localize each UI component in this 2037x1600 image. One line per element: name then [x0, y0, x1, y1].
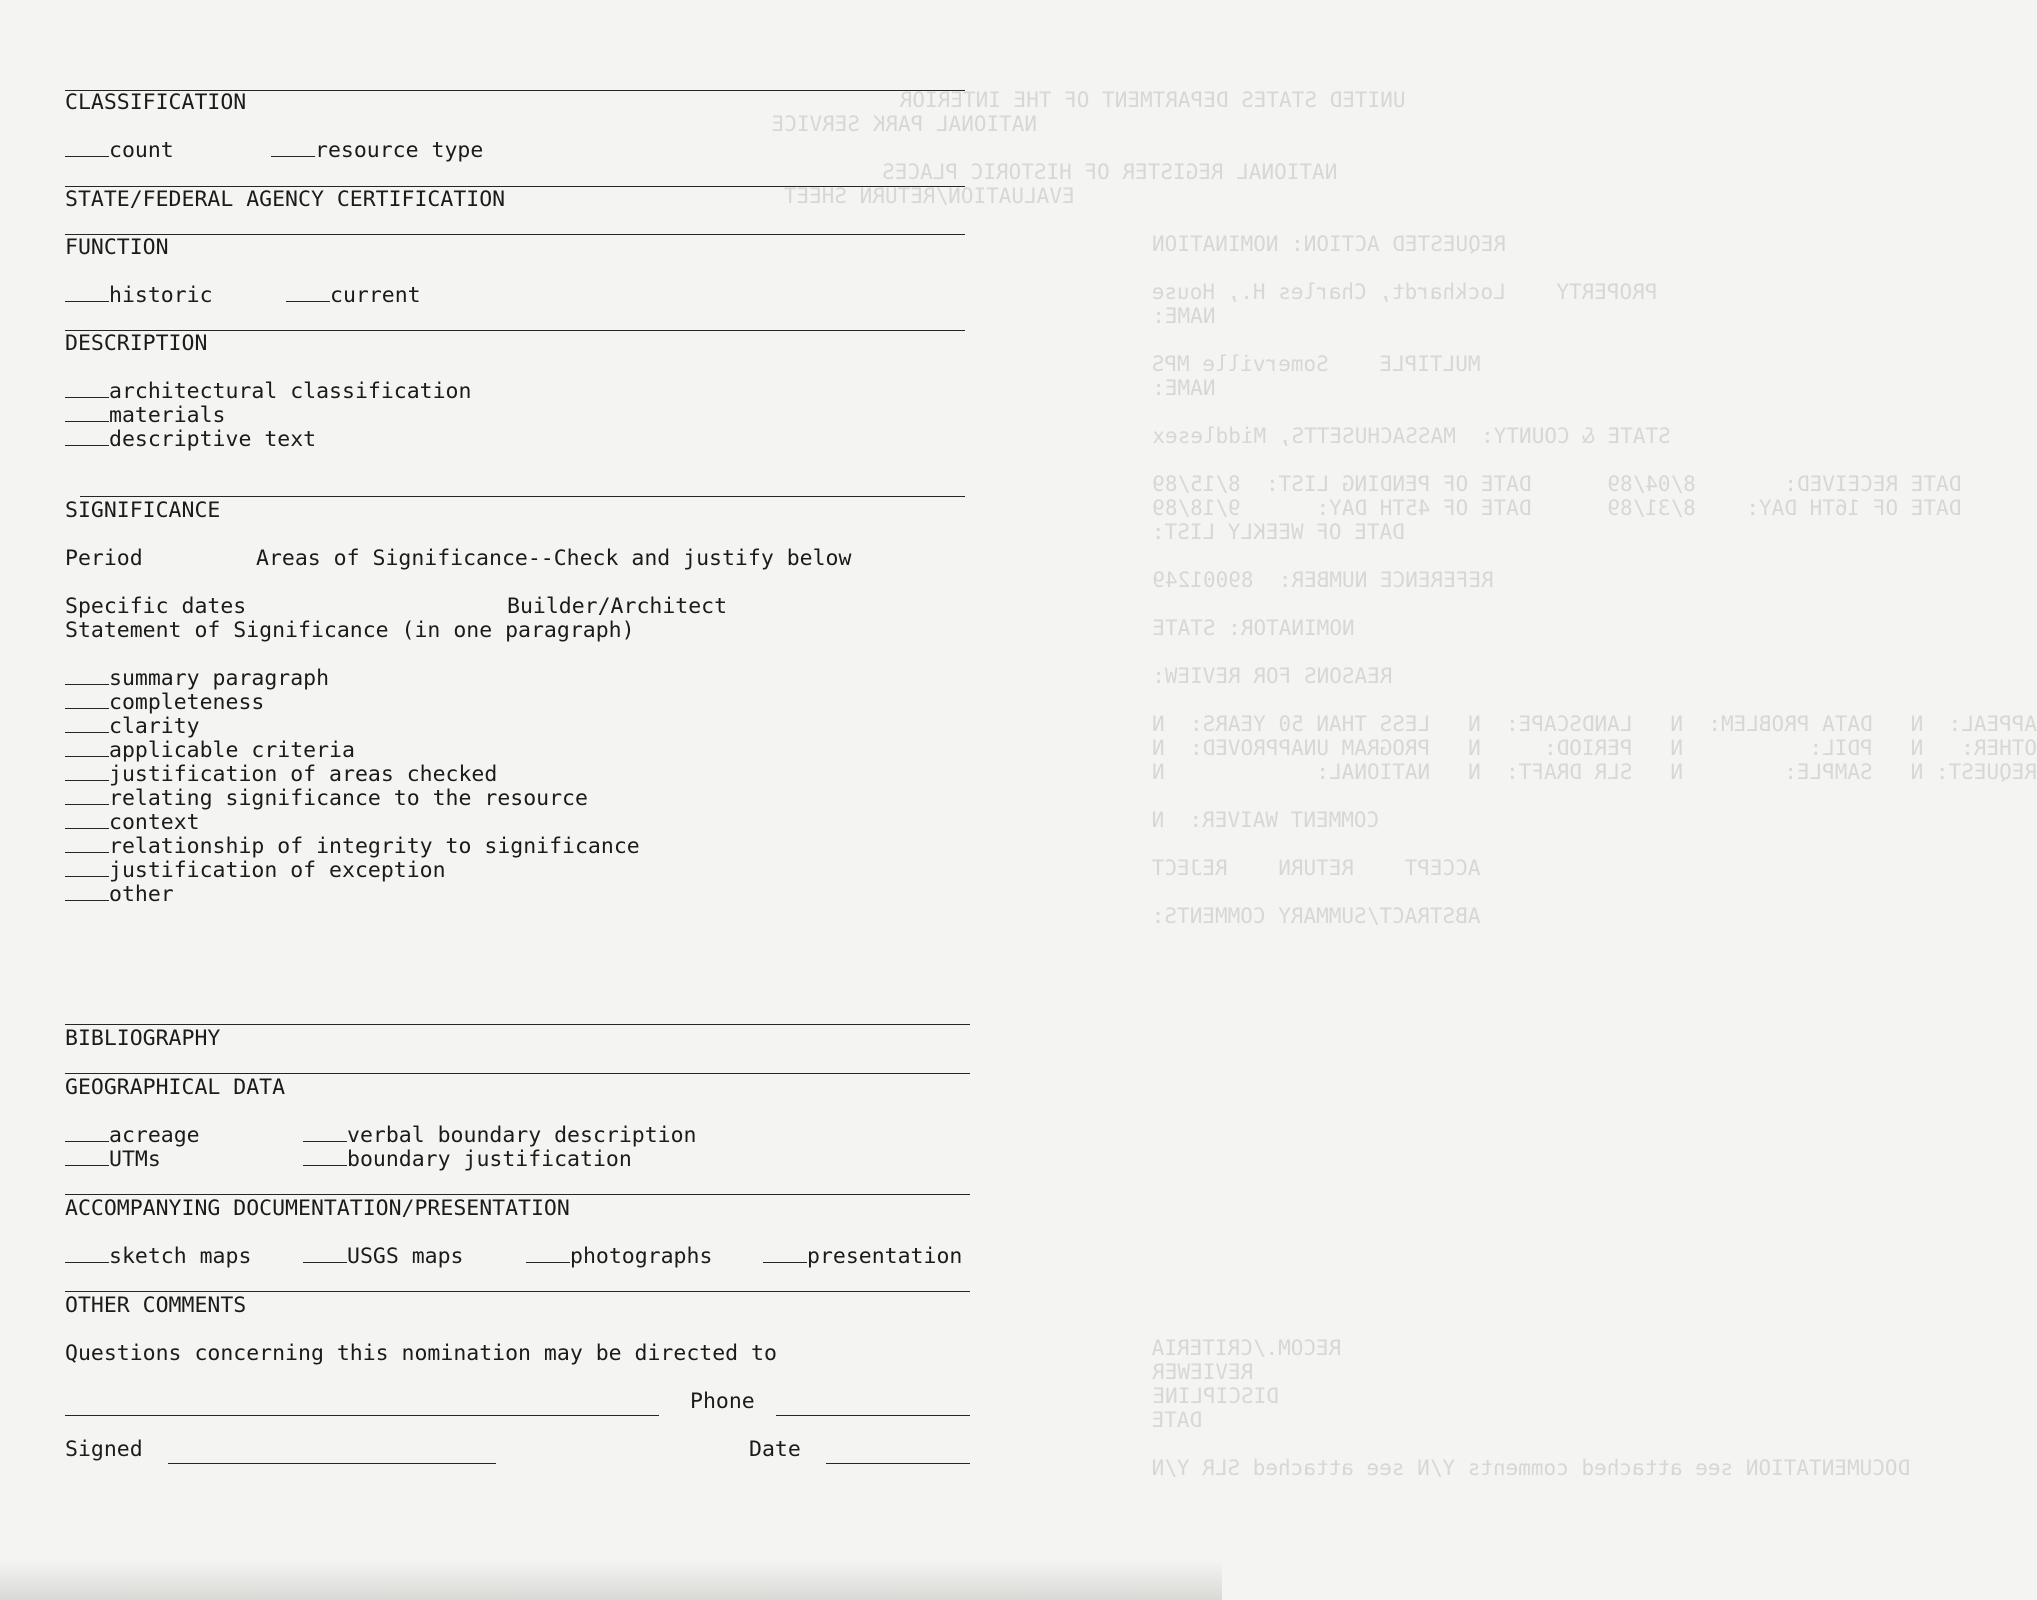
signature-field[interactable]	[168, 1463, 496, 1464]
section-rule	[65, 1073, 970, 1074]
bleed-line: EVALUATION/RETURN SHEET	[784, 184, 1075, 208]
checkbox-label: photographs	[570, 1244, 713, 1269]
check-blank[interactable]	[271, 155, 315, 157]
checkbox-applicable-criteria[interactable]	[65, 739, 355, 763]
bleed-line: OTHER: N PDIL: N PERIOD: N PROGRAM UNAPPROVED: N	[1152, 736, 2037, 760]
bleed-line: REVIEWER	[1152, 1360, 1254, 1384]
checkbox-verbal-boundary[interactable]	[303, 1124, 697, 1148]
check-blank[interactable]	[65, 1261, 109, 1263]
bleed-line: STATE & COUNTY: MASSACHUSETTS, Middlesex	[1152, 424, 1671, 448]
bleed-line: REQUESTED ACTION: NOMINATION	[1152, 232, 1507, 256]
check-blank[interactable]	[526, 1261, 570, 1263]
bleed-line: ABSTRACT/SUMMARY COMMENTS:	[1152, 904, 1481, 928]
bleed-line: COMMENT WAIVER: N	[1152, 808, 1380, 832]
checkbox-completeness[interactable]	[65, 691, 264, 715]
bleed-line: NAME:	[1152, 304, 1216, 328]
checkbox-label: other	[109, 882, 174, 907]
checkbox-relating-significance[interactable]	[65, 787, 588, 811]
checkbox-current[interactable]	[286, 284, 421, 308]
checkbox-label: current	[330, 283, 421, 308]
significance-heading: SIGNIFICANCE	[65, 498, 221, 523]
bleed-line: DATE OF 16TH DAY: 8/31/89 DATE OF 45TH DAY: 9/18/89	[1152, 496, 1962, 520]
scan-edge-shadow	[0, 1560, 1222, 1600]
check-blank[interactable]	[65, 875, 109, 877]
checkbox-label: justification of areas checked	[109, 762, 498, 787]
check-blank[interactable]	[65, 1140, 109, 1142]
bleed-line: NATIONAL REGISTER OF HISTORIC PLACES	[882, 160, 1338, 184]
certification-heading: STATE/FEDERAL AGENCY CERTIFICATION	[65, 187, 506, 212]
bleed-line: MULTIPLE Somerville MPS	[1152, 352, 1481, 376]
phone-label: Phone	[690, 1389, 755, 1414]
checkbox-label: architectural classification	[109, 379, 472, 404]
checkbox-summary-paragraph[interactable]	[65, 667, 329, 691]
check-blank[interactable]	[65, 1164, 109, 1166]
bleed-line: RECOM./CRITERIA	[1152, 1336, 1342, 1360]
phone-field[interactable]	[776, 1415, 970, 1416]
other-comments-heading: OTHER COMMENTS	[65, 1293, 247, 1318]
checkbox-label: count	[109, 138, 174, 163]
geographical-data-heading: GEOGRAPHICAL DATA	[65, 1075, 286, 1100]
checkbox-label: materials	[109, 403, 226, 428]
bleed-line: ACCEPT RETURN REJECT	[1152, 856, 1481, 880]
section-rule	[65, 234, 965, 235]
checkbox-materials[interactable]	[65, 404, 226, 428]
checkbox-label: boundary justification	[347, 1147, 632, 1172]
checkbox-label: justification of exception	[109, 858, 446, 883]
description-heading: DESCRIPTION	[65, 331, 208, 356]
section-rule	[80, 496, 965, 497]
check-blank[interactable]	[303, 1140, 347, 1142]
checkbox-utms[interactable]	[65, 1148, 161, 1172]
check-blank[interactable]	[65, 300, 109, 302]
checkbox-justification-of-exception[interactable]	[65, 859, 446, 883]
bleed-line: NATIONAL PARK SERVICE	[772, 112, 1038, 136]
bleed-line: NOMINATOR: STATE	[1152, 616, 1355, 640]
checkbox-label: verbal boundary description	[347, 1123, 697, 1148]
checkbox-sketch-maps[interactable]	[65, 1245, 251, 1269]
checkbox-boundary-justification[interactable]	[303, 1148, 632, 1172]
bleed-line: PROPERTY Lockhardt, Charles H., House	[1152, 280, 1658, 304]
checkbox-descriptive-text[interactable]	[65, 428, 316, 452]
bleed-line: DOCUMENTATION see attached comments Y/N see attached SLR Y/N	[1152, 1456, 1911, 1480]
bleed-line: DATE RECEIVED: 8/04/89 DATE OF PENDING LIST: 8/15/89	[1152, 472, 1962, 496]
checkbox-acreage[interactable]	[65, 1124, 200, 1148]
check-blank[interactable]	[65, 444, 109, 446]
check-blank[interactable]	[65, 803, 109, 805]
checkbox-label: clarity	[109, 714, 200, 739]
specific-dates-label: Specific dates	[65, 594, 247, 619]
section-rule	[65, 1194, 970, 1195]
checkbox-relationship-integrity[interactable]	[65, 835, 640, 859]
checkbox-clarity[interactable]	[65, 715, 200, 739]
checkbox-label: USGS maps	[347, 1244, 464, 1269]
checkbox-label: historic	[109, 283, 213, 308]
checkbox-justification-of-areas[interactable]	[65, 763, 497, 787]
check-blank[interactable]	[65, 683, 109, 685]
checkbox-label: relationship of integrity to significance	[109, 834, 640, 859]
bleed-line: NAME:	[1152, 376, 1216, 400]
checkbox-label: applicable criteria	[109, 738, 355, 763]
bleed-line: DATE OF WEEKLY LIST:	[1152, 520, 1405, 544]
bleed-line: REFERENCE NUMBER: 89001249	[1152, 568, 1494, 592]
checkbox-architectural-classification[interactable]	[65, 380, 471, 404]
checkbox-usgs-maps[interactable]	[303, 1245, 464, 1269]
checkbox-label: summary paragraph	[109, 666, 330, 691]
checkbox-label: descriptive text	[109, 427, 317, 452]
bleed-line: REQUEST: N SAMPLE: N SLR DRAFT: N NATIONAL: N	[1152, 760, 2037, 784]
bleed-line: UNITED STATES DEPARTMENT OF THE INTERIOR	[900, 88, 1406, 112]
date-field[interactable]	[826, 1463, 970, 1464]
checkbox-label: resource type	[315, 138, 484, 163]
documentation-heading: ACCOMPANYING DOCUMENTATION/PRESENTATION	[65, 1196, 570, 1221]
checkbox-historic[interactable]	[65, 284, 213, 308]
contact-name-field[interactable]	[65, 1415, 659, 1416]
checkbox-other[interactable]	[65, 883, 174, 907]
check-blank[interactable]	[303, 1261, 347, 1263]
areas-of-significance-label: Areas of Significance--Check and justify below	[256, 546, 852, 571]
check-blank[interactable]	[65, 396, 109, 398]
bleed-line: DISCIPLINE	[1152, 1384, 1279, 1408]
check-blank[interactable]	[65, 827, 109, 829]
function-heading: FUNCTION	[65, 235, 169, 260]
checkbox-label: relating significance to the resource	[109, 786, 588, 811]
check-blank[interactable]	[65, 755, 109, 757]
checkbox-count[interactable]	[65, 139, 174, 163]
section-rule	[65, 1291, 970, 1292]
checkbox-presentation[interactable]	[763, 1245, 962, 1269]
check-blank[interactable]	[65, 779, 109, 781]
builder-architect-label: Builder/Architect	[507, 594, 728, 619]
checkbox-label: acreage	[109, 1123, 200, 1148]
check-blank[interactable]	[303, 1164, 347, 1166]
check-blank[interactable]	[65, 731, 109, 733]
classification-heading: CLASSIFICATION	[65, 90, 247, 115]
period-label: Period	[65, 546, 143, 571]
bleed-line: REASONS FOR REVIEW:	[1152, 664, 1393, 688]
bibliography-heading: BIBLIOGRAPHY	[65, 1026, 221, 1051]
bleed-line: DATE	[1152, 1408, 1203, 1432]
checkbox-resource-type[interactable]	[271, 139, 483, 163]
date-label: Date	[749, 1437, 801, 1462]
check-blank[interactable]	[65, 155, 109, 157]
check-blank[interactable]	[65, 420, 109, 422]
checkbox-context[interactable]	[65, 811, 200, 835]
checkbox-photographs[interactable]	[526, 1245, 712, 1269]
questions-text: Questions concerning this nomination may be directed to	[65, 1341, 777, 1366]
statement-of-significance-label: Statement of Significance (in one paragraph)	[65, 618, 635, 643]
bleed-line: APPEAL: N DATA PROBLEM: N LANDSCAPE: N LESS THAN 50 YEARS: N	[1152, 712, 2037, 736]
checkbox-label: sketch maps	[109, 1244, 252, 1269]
signed-label: Signed	[65, 1437, 143, 1462]
checkbox-label: context	[109, 810, 200, 835]
check-blank[interactable]	[286, 300, 330, 302]
check-blank[interactable]	[763, 1261, 807, 1263]
check-blank[interactable]	[65, 899, 109, 901]
section-rule	[65, 1024, 970, 1025]
checkbox-label: presentation	[807, 1244, 963, 1269]
check-blank[interactable]	[65, 851, 109, 853]
checkbox-label: UTMs	[109, 1147, 161, 1172]
check-blank[interactable]	[65, 707, 109, 709]
checkbox-label: completeness	[109, 690, 265, 715]
